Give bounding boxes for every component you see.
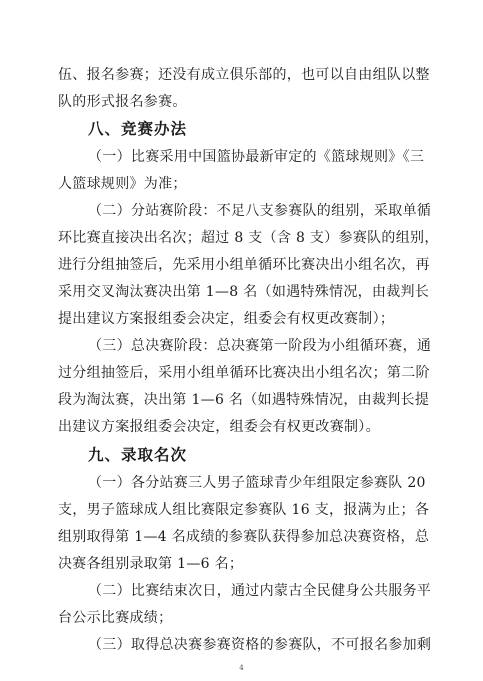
paragraph-line: 伍、报名参赛；还没有成立俱乐部的，也可以自由组队以整 [58, 67, 430, 83]
paragraph-line: 支，男子篮球成人组比赛限定参赛队 16 支，报满为止；各 [58, 502, 430, 518]
paragraph-line: （二）比赛结束次日，通过内蒙古全民健身公共服务平 [88, 583, 432, 599]
paragraph-line: 组别取得第 1—4 名成绩的参赛队获得参加总决赛资格，总 [58, 529, 430, 545]
paragraph-line: （三）总决赛阶段：总决赛第一阶段为小组循环赛，通 [88, 338, 432, 354]
paragraph-line: 环比赛直接决出名次；超过 8 支（含 8 支）参赛队的组别， [58, 230, 439, 246]
paragraph-line: 进行分组抽签后，先采用小组单循环比赛决出小组名次，再 [58, 257, 430, 273]
paragraph-line: 人篮球规则》为准； [58, 176, 187, 192]
paragraph-line: （一）各分站赛三人男子篮球青少年组限定参赛队 20 [88, 475, 426, 491]
paragraph-line: 决赛各组别录取第 1—6 名； [58, 556, 244, 572]
section-heading-competition-method: 八、竞赛办法 [88, 119, 188, 138]
paragraph-line: 台公示比赛成绩； [58, 610, 173, 626]
paragraph-line: 采用交叉淘汰赛决出第 1—8 名（如遇特殊情况，由裁判长 [58, 284, 430, 300]
paragraph-line: 段为淘汰赛，决出第 1—6 名（如遇特殊情况，由裁判长提 [58, 392, 430, 408]
paragraph-line: （二）分站赛阶段：不足八支参赛队的组别，采取单循 [88, 203, 432, 219]
paragraph-line: （三）取得总决赛参赛资格的参赛队，不可报名参加剩 [88, 637, 432, 653]
paragraph-line: （一）比赛采用中国篮协最新审定的《篮球规则》《三 [88, 149, 425, 165]
paragraph-line: 出建议方案报组委会决定，组委会有权更改赛制）。 [58, 419, 380, 435]
section-heading-ranking: 九、录取名次 [88, 445, 188, 464]
page-number: 4 [239, 664, 244, 672]
paragraph-line: 队的形式报名参赛。 [58, 94, 187, 110]
paragraph-line: 过分组抽签后，采用小组单循环比赛决出小组名次；第二阶 [58, 365, 430, 381]
paragraph-line: 提出建议方案报组委会决定，组委会有权更改赛制）； [58, 311, 395, 327]
